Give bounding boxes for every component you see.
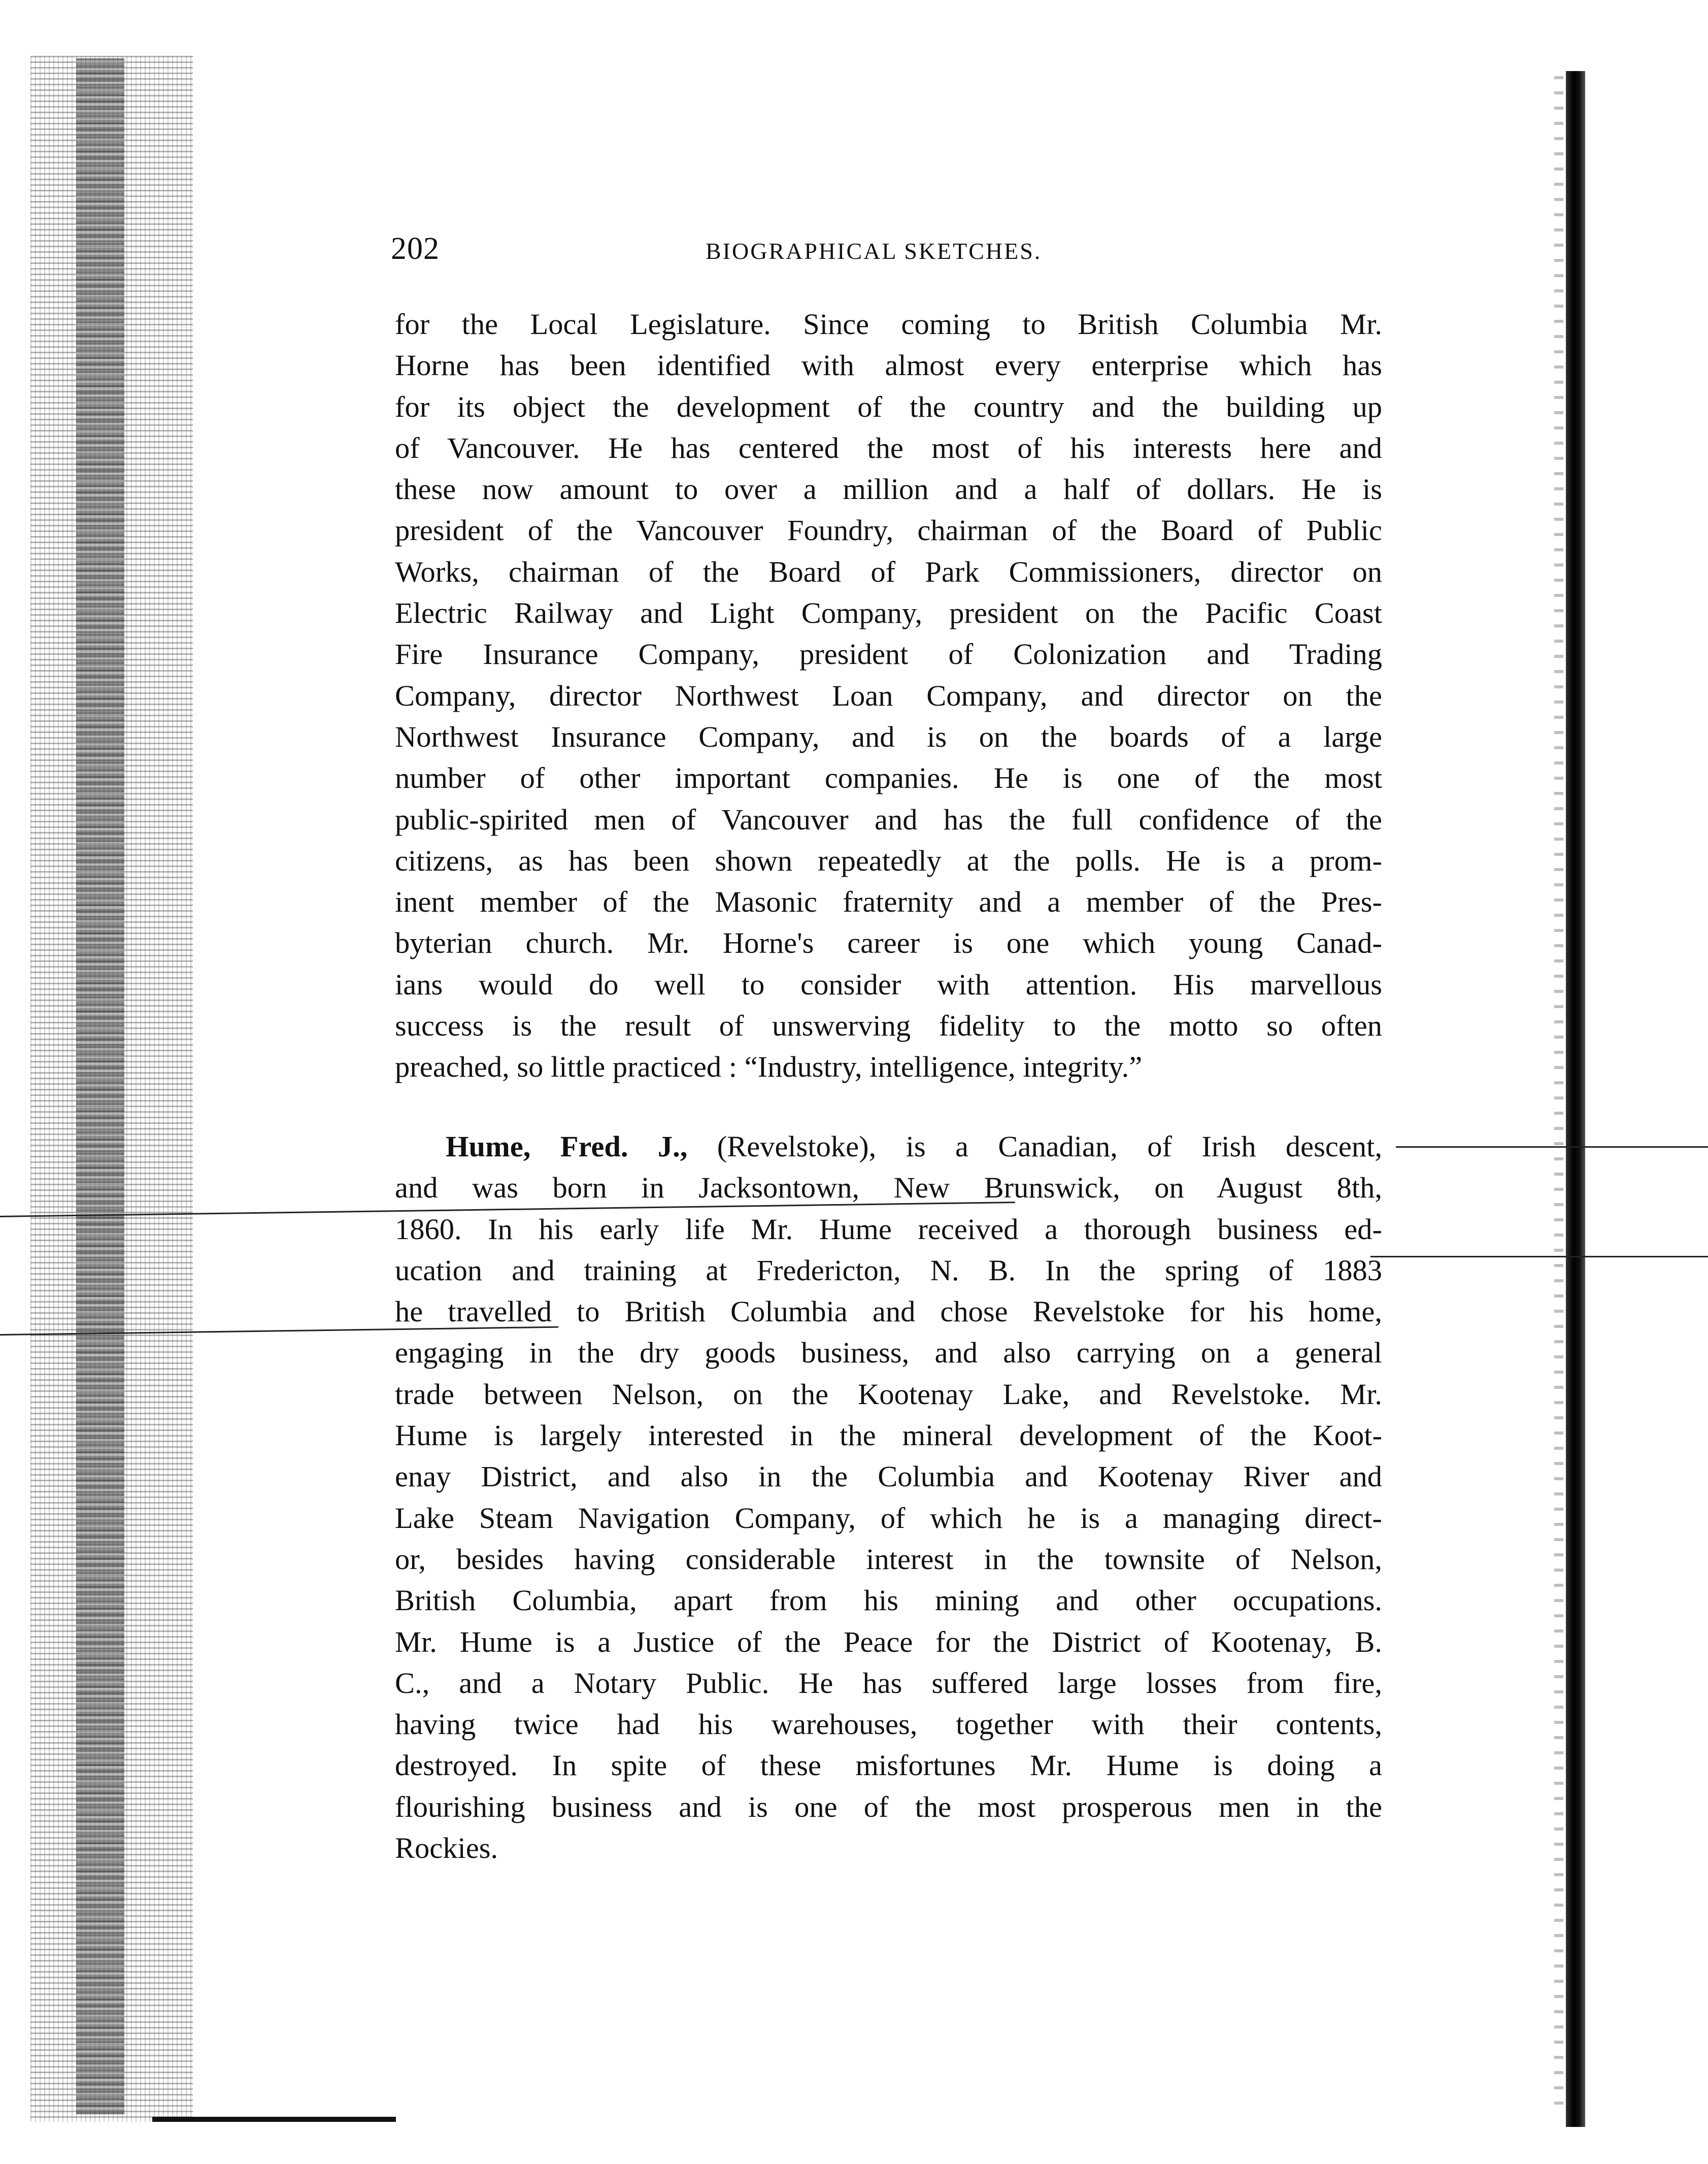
- entry-first-line-text: (Revelstoke), is a Canadian, of Irish descent,: [687, 1130, 1382, 1163]
- text-line: 1860. In his early life Mr. Hume received a thorough business ed-: [395, 1212, 1382, 1246]
- scan-streak: [1370, 1256, 1708, 1257]
- text-line: having twice had his warehouses, together with their contents,: [395, 1708, 1382, 1741]
- bottom-binding-mark: [152, 2117, 396, 2122]
- text-line: president of the Vancouver Foundry, chairman of the Board of Public: [395, 514, 1382, 547]
- text-line: for the Local Legislature. Since coming to British Columbia Mr.: [395, 308, 1382, 341]
- right-edge-shadow: [1554, 76, 1563, 2107]
- text-line: British Columbia, apart from his mining and other occupations.: [395, 1584, 1382, 1617]
- scan-streak: [1396, 1146, 1708, 1148]
- text-line: preached, so little practiced : “Industry, intelligence, integrity.”: [395, 1050, 1143, 1084]
- left-binding-shadow: [76, 58, 124, 2114]
- text-line: Fire Insurance Company, president of Colonization and Trading: [395, 638, 1382, 671]
- text-line: destroyed. In spite of these misfortunes Mr. Hume is doing a: [395, 1749, 1382, 1782]
- right-page-edge: [1566, 71, 1585, 2127]
- text-line: Northwest Insurance Company, and is on the boards of a large: [395, 720, 1382, 753]
- text-line: Hume is largely interested in the mineral development of the Koot-: [395, 1419, 1382, 1452]
- running-head: BIOGRAPHICAL SKETCHES.: [706, 238, 1042, 264]
- text-line: Electric Railway and Light Company, president on the Pacific Coast: [395, 596, 1382, 630]
- text-line: public-spirited men of Vancouver and has the full confidence of the: [395, 803, 1382, 836]
- text-line: engaging in the dry goods business, and also carrying on a general: [395, 1336, 1382, 1370]
- text-line: Works, chairman of the Board of Park Commissioners, director on: [395, 555, 1382, 588]
- text-line: ucation and training at Fredericton, N. B. In the spring of 1883: [395, 1253, 1382, 1287]
- text-line: and was born in Jacksontown, New Brunswick, on August 8th,: [395, 1171, 1382, 1205]
- text-line: Mr. Hume is a Justice of the Peace for the District of Kootenay, B.: [395, 1625, 1382, 1658]
- text-line: he travelled to British Columbia and chose Revelstoke for his home,: [395, 1295, 1382, 1328]
- text-line: inent member of the Masonic fraternity and a member of the Pres-: [395, 885, 1382, 919]
- page-number: 202: [391, 231, 440, 266]
- text-line: flourishing business and is one of the most prosperous men in the: [395, 1790, 1382, 1823]
- text-line: enay District, and also in the Columbia and Kootenay River and: [395, 1460, 1382, 1493]
- text-line: these now amount to over a million and a half of dollars. He is: [395, 473, 1382, 506]
- hume-biography-entry: [395, 1126, 1382, 1869]
- text-line: Company, director Northwest Loan Company, and director on the: [395, 679, 1382, 712]
- text-line: trade between Nelson, on the Kootenay Lake, and Revelstoke. Mr.: [395, 1377, 1382, 1411]
- text-line: or, besides having considerable interest in the townsite of Nelson,: [395, 1542, 1382, 1576]
- text-line: ians would do well to consider with attention. His marvellous: [395, 968, 1382, 1001]
- text-line: success is the result of unswerving fidelity to the motto so often: [395, 1009, 1382, 1043]
- text-line: number of other important companies. He is one of the most: [395, 761, 1382, 795]
- text-line: citizens, as has been shown repeatedly at the polls. He is a prom-: [395, 844, 1382, 877]
- horne-biography-continuation: [395, 304, 1382, 1088]
- text-line: byterian church. Mr. Horne's career is one which young Canad-: [395, 926, 1382, 960]
- text-line: C., and a Notary Public. He has suffered large losses from fire,: [395, 1666, 1382, 1700]
- text-line: Horne has been identified with almost every enterprise which has: [395, 349, 1382, 382]
- text-line: Rockies.: [395, 1832, 498, 1865]
- text-line: for its object the development of the country and the building up: [395, 390, 1382, 423]
- entry-first-line: [395, 1126, 1382, 1167]
- text-line: Lake Steam Navigation Company, of which he is a managing direct-: [395, 1501, 1382, 1535]
- text-line: of Vancouver. He has centered the most of his interests here and: [395, 431, 1382, 464]
- entry-name: Hume, Fred. J.,: [446, 1130, 688, 1163]
